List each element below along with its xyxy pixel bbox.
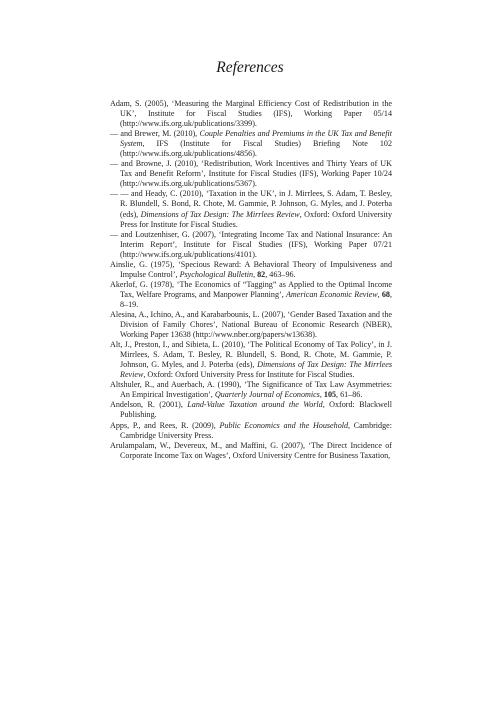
reference-entry: — and Loutzenhiser, G. (2007), ‘Integrating Income Tax and National Insurance: An Interim Report’, Institute for Fiscal Studies (IFS), Working Paper 07/21 (http://www.ifs.org.uk/publications/4101). — [110, 229, 392, 259]
page-title: References — [216, 59, 284, 76]
reference-entry: Alesina, A., Ichino, A., and Karabarbounis, L. (2007), ‘Gender Based Taxation and the Division of Family Chores’, National Bureau of Economic Research (NBER), Working Paper 13638 (http://www.nber.org/papers/w13638). — [110, 309, 392, 340]
reference-entry: Adam, S. (2005), ‘Measuring the Marginal Efficiency Cost of Redistribution in the UK’, Institute for Fiscal Studies (IFS), Working Paper 05/14 (http://www.ifs.org.uk/publications/3399). — [110, 99, 392, 129]
reference-entry: Alt, J., Preston, I., and Sibieta, L. (2010), ‘The Political Economy of Tax Policy’, in J. Mirrlees, S. Adam, T. Besley, R. Blundell, S. Bond, R. Chote, M. Gammie, P. Johnson, G. Myles, and J. Poterba (eds), Dimensions of Tax Design: The Mirrlees Review, Oxford: Oxford University Press for Institute for Fiscal Studies. — [110, 340, 392, 380]
reference-entry: — and Browne, J. (2010), ‘Redistribution, Work Incentives and Thirty Years of UK Tax and Benefit Reform’, Institute for Fiscal Studies (IFS), Working Paper 10/24 (http://www.ifs.org.uk/publications/5367). — [110, 159, 392, 189]
reference-entry: Altshuler, R., and Auerbach, A. (1990), ‘The Significance of Tax Law Asymmetries: An Empirical Investigation’, Quarterly Journal of Economics, 105, 61–86. — [110, 380, 392, 400]
reference-entry: Akerlof, G. (1978), ‘The Economics of “Tagging” as Applied to the Optimal Income Tax, Welfare Programs, and Manpower Planning’, American Economic Review, 68, 8–19. — [110, 279, 392, 309]
reference-entry: — and Brewer, M. (2010), Couple Penalties and Premiums in the UK Tax and Benefit System, IFS (Institute for Fiscal Studies) Briefing Note 102 (http://www.ifs.org.uk/publications/4856). — [110, 129, 392, 159]
reference-entry: Arulampalam, W., Devereux, M., and Maffini, G. (2007), ‘The Direct Incidence of Corporate Income Tax on Wages’, Oxford University Centre for Business Taxation, — [110, 440, 392, 460]
reference-entry: — — and Heady, C. (2010), ‘Taxation in the UK’, in J. Mirrlees, S. Adam, T. Besley, R. Blundell, S. Bond, R. Chote, M. Gammie, P. Johnson, G. Myles, and J. Poterba (eds), Dimensions of Tax Design: The Mirrlees Review, Oxford: Oxford University Press for Institute for Fiscal Studies. — [110, 189, 392, 229]
reference-list — [110, 99, 392, 461]
reference-entry: Andelson, R. (2001), Land-Value Taxation around the World, Oxford: Blackwell Publishing. — [110, 400, 392, 420]
reference-entry: Ainslie, G. (1975), ‘Specious Reward: A Behavioral Theory of Impulsiveness and Impulse Control’, Psychological Bulletin, 82, 463–96. — [110, 259, 392, 279]
reference-entry: Apps, P., and Rees, R. (2009), Public Economics and the Household, Cambridge: Cambridge University Press. — [110, 420, 392, 440]
